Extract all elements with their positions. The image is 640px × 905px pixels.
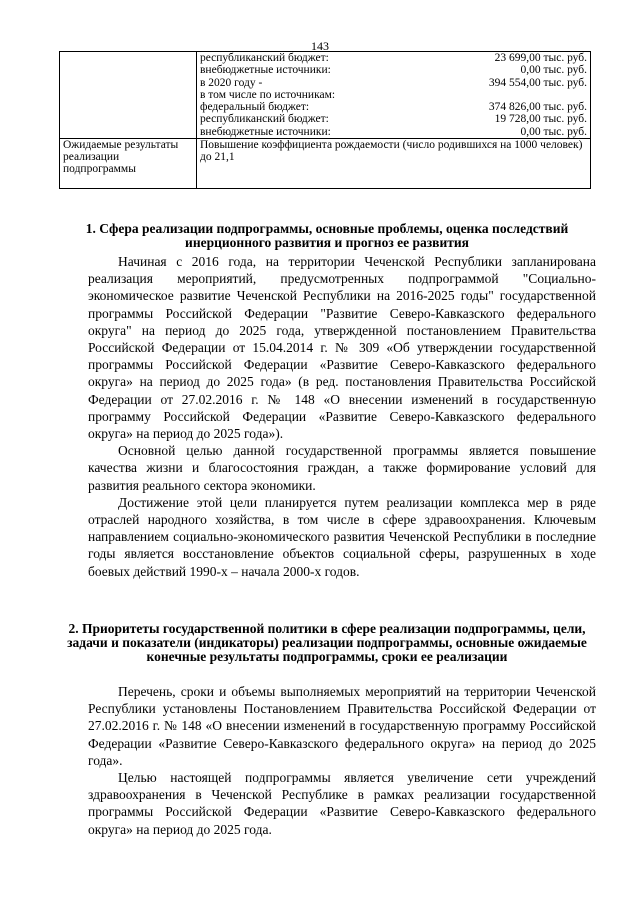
funding-line-value: 23 699,00 тыс. руб. (494, 52, 587, 64)
funding-line-value: 0,00 тыс. руб. (520, 64, 587, 77)
funding-line (200, 126, 587, 138)
section2-paragraph: Перечень, сроки и объемы выполняемых мероприятий на территории Чеченской Республики установлены Постановлением Правительства Российской Федерации от 27.02.2016 г. № 148 «О внесении изменений в государственную программу Российской Федерации «Развитие Северо-Кавказского федерального округа» на период до 2025 года». (88, 684, 596, 768)
funding-label-cell (60, 52, 197, 139)
funding-line-label: внебюджетные источники: (200, 64, 331, 77)
funding-line-value: 394 554,00 тыс. руб. (488, 76, 587, 89)
funding-content-cell (197, 52, 591, 139)
funding-line-label: республиканский бюджет: (200, 113, 329, 126)
funding-line (200, 64, 587, 76)
funding-line-value: 374 826,00 тыс. руб. (488, 101, 587, 114)
section1-paragraph: Достижение этой цели планируется путем реализации комплекса мер в ряде отраслей народного хозяйства, в том числе в сфере здравоохранения. Ключевым направлением социально-экономического развития Чеченской Республики в последние годы является восстановление объектов социальной сферы, разрушенных в ходе боевых действий 1990-х – начала 2000-х годов. (88, 494, 596, 579)
funding-line-value: 19 728,00 тыс. руб. (494, 113, 587, 126)
funding-line-label: республиканский бюджет: (200, 52, 329, 64)
funding-line-label: в 2020 году - (200, 76, 263, 89)
funding-line-label: внебюджетные источники: (200, 125, 331, 138)
funding-line-value: 0,00 тыс. руб. (520, 125, 587, 138)
funding-line (200, 77, 587, 89)
funding-row (60, 52, 591, 139)
funding-line (200, 52, 587, 64)
section2-heading: 2. Приоритеты государственной политики в сфере реализации подпрограммы, цели, задачи и показатели (индикаторы) реализации подпрограммы, основные ожидаемые конечные результаты подпрограммы, сроки ее реализации (67, 621, 587, 664)
expected-results-row (60, 139, 591, 189)
funding-line-label: в том числе по источникам: (200, 88, 336, 101)
page-number: 143 (311, 39, 329, 53)
funding-line (200, 89, 587, 101)
expected-results-label: Ожидаемые результаты реализации подпрограммы (60, 139, 197, 189)
funding-line (200, 101, 587, 113)
section1-heading: 1. Сфера реализации подпрограммы, основные проблемы, оценка последствий инерционного развития и прогноз ее развития (85, 221, 569, 250)
section1-body (88, 253, 596, 580)
funding-table (59, 51, 591, 189)
expected-results-text: Повышение коэффициента рождаемости (число родившихся на 1000 человек) до 21,1 (197, 139, 591, 189)
funding-line (200, 113, 587, 125)
section1-paragraph: Начиная с 2016 года, на территории Чеченской Республики запланирована реализация мероприятий, предусмотренных подпрограммой "Социально-экономическое развитие Чеченской Республики на 2016-2025 годы" государственной программы Российской Федерации "Развитие Северо-Кавказского федерального округа" на период до 2025 года, утвержденной постановлением Правительства Российской Федерации от 15.04.2014 г. № 309 «Об утверждении государственной программы Российской Федерации «Развитие Северо-Кавказского федерального округа» на период до 2025 года» (в ред. постановления Правительства Российской Федерации от 27.02.2016 г. № 148 «О внесении изменений в государственную программу Российской Федерации «Развитие Северо-Кавказского федерального округа» на период до 2025 года»). (88, 254, 596, 442)
section1-paragraph: Основной целью данной государственной программы является повышение качества жизни и благосостояния граждан, а также формирование условий для развития реального сектора экономики. (88, 443, 596, 493)
section2-paragraph: Целью настоящей подпрограммы является увеличение сети учреждений здравоохранения в Чеченской Республике в рамках реализации государственной программы Российской Федерации «Развитие Северо-Кавказского федерального округа» на период до 2025 года. (88, 770, 596, 837)
funding-line-label: федеральный бюджет: (200, 101, 310, 114)
section2-body (88, 683, 596, 838)
